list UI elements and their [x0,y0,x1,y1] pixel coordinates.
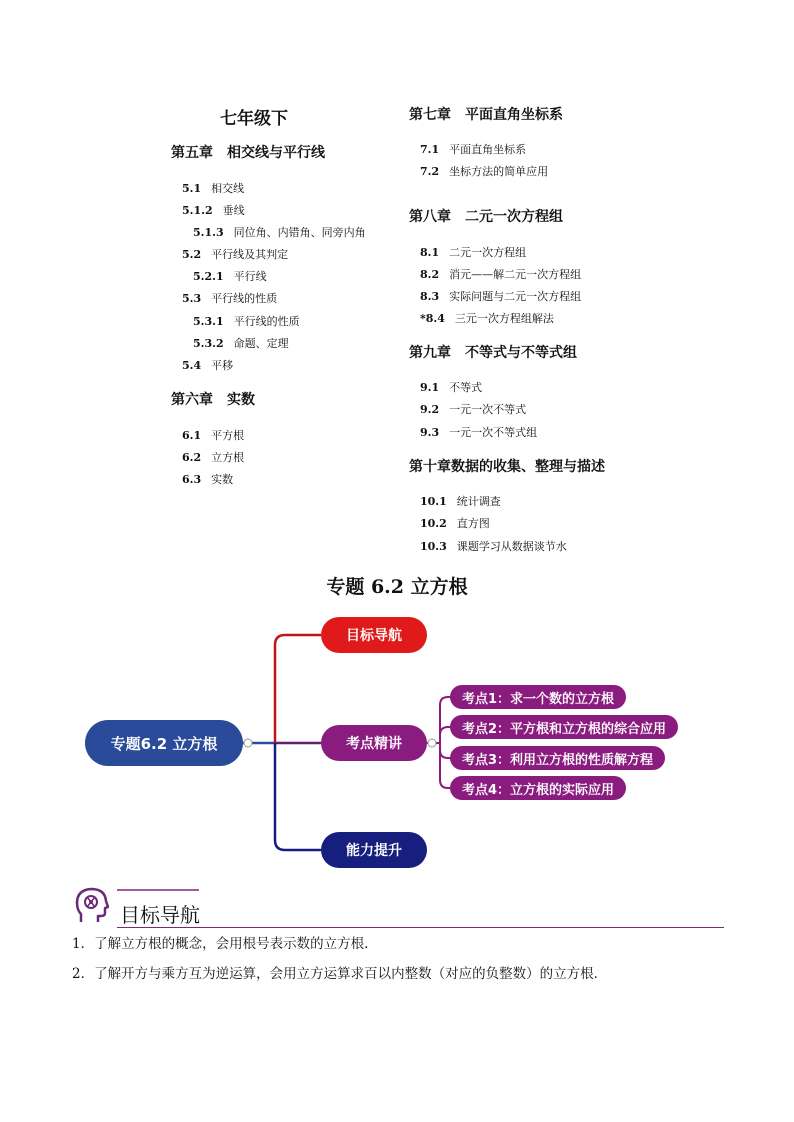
toc-item [420,141,526,157]
toc-item-num: 6.1 [182,429,202,442]
grade-title: 七年级下 [220,109,288,129]
toc-item-num: 6.3 [182,473,202,486]
toc-item-label: 三元一次方程组解法 [454,312,554,325]
toc-item [420,288,581,304]
toc-item [420,424,537,440]
toc-item [420,538,567,554]
toc-item [420,266,581,282]
toc-item-label: 平行线及其判定 [211,248,289,261]
toc-item [193,335,289,351]
toc-item-num: 6.2 [182,451,202,464]
toc-item [420,244,526,260]
toc-item-num: 5.3.2 [193,337,224,350]
toc-item-num: 7.1 [420,143,440,156]
mindmap-point-4: 考点4：立方根的实际应用 [450,776,626,800]
chapter7-title: 第七章 平面直角坐标系 [409,107,563,123]
toc-item [182,427,244,443]
toc-item [182,180,244,196]
toc-item [182,449,244,465]
toc-item [420,163,548,179]
toc-item-label: 二元一次方程组 [449,246,527,259]
objective-line-1: 1．了解立方根的概念，会用根号表示数的立方根． [72,936,378,952]
toc-item [182,471,233,487]
toc-item-label: 一元一次不等式组 [449,426,538,439]
topic-title: 专题 6.2 立方根 [326,576,468,598]
toc-item-num: 10.3 [420,540,447,553]
mindmap-point-2: 考点2：平方根和立方根的综合应用 [450,715,678,739]
toc-item-num: 9.2 [420,403,440,416]
mindmap-goal-node: 目标导航 [321,617,427,653]
connector-ability [275,743,321,850]
toc-item [420,379,482,395]
toc-item-label: 平行线的性质 [211,292,278,305]
toc-item-num: 9.1 [420,381,440,394]
toc-item-num: 5.2.1 [193,270,224,283]
toc-item-label: 平面直角坐标系 [449,143,527,156]
toc-item-num: 5.2 [182,248,202,261]
heading-divider [117,927,724,928]
toc-item [182,246,288,262]
toc-item [420,515,490,531]
toc-item-label: 平方根 [211,429,245,442]
toc-item [193,313,300,329]
toc-item-label: 直方图 [456,517,490,530]
toc-item-label: 立方根 [211,451,245,464]
toc-item-label: 不等式 [449,381,483,394]
chapter6-title: 第六章 实数 [171,392,255,408]
toc-item [193,268,267,284]
toc-item [420,493,501,509]
mindmap-point-3: 考点3：利用立方根的性质解方程 [450,746,665,770]
connector-points-dot [428,739,436,747]
objectives-heading: 目标导航 [120,903,200,927]
toc-item-label: 实际问题与二元一次方程组 [449,290,582,303]
connector-point-1 [440,697,452,743]
toc-item-label: 统计调查 [456,495,501,508]
toc-item-num: 8.3 [420,290,440,303]
mindmap-root-node: 专题6.2 立方根 [85,720,243,766]
toc-item-num: 5.3 [182,292,202,305]
toc-item-label: 平行线的性质 [233,315,300,328]
toc-item-num: 10.1 [420,495,447,508]
toc-item-label: 坐标方法的简单应用 [449,165,549,178]
chapter8-title: 第八章 二元一次方程组 [409,209,563,225]
toc-item-label: 命题、定理 [233,337,289,350]
toc-item [182,202,245,218]
toc-item-label: 平移 [211,359,234,372]
head-brain-icon [75,886,109,924]
toc-item-num: 5.1.2 [182,204,213,217]
toc-item-num: 5.1 [182,182,202,195]
heading-accent-bar [117,889,199,891]
toc-item-label: 相交线 [211,182,245,195]
toc-item-num: *8.4 [420,312,445,325]
toc-item-label: 平行线 [233,270,267,283]
toc-item-num: 8.1 [420,246,440,259]
connector-goal [275,635,321,743]
connector-node-dot [244,739,252,747]
mindmap-ability-node: 能力提升 [321,832,427,868]
toc-item-num: 10.2 [420,517,447,530]
connector-point-4 [440,743,452,788]
toc-item-label: 消元——解二元一次方程组 [449,268,582,281]
toc-item [182,357,233,373]
toc-item-num: 8.2 [420,268,440,281]
toc-item-num: 5.4 [182,359,202,372]
toc-item-label: 一元一次不等式 [449,403,527,416]
toc-item [182,290,277,306]
toc-item-label: 垂线 [222,204,245,217]
toc-item-num: 5.3.1 [193,315,224,328]
toc-item-num: 9.3 [420,426,440,439]
toc-item-num: 5.1.3 [193,226,224,239]
chapter5-title: 第五章 相交线与平行线 [171,145,325,161]
objective-line-2: 2．了解开方与乘方互为逆运算，会用立方运算求百以内整数（对应的负整数）的立方根． [72,966,608,982]
toc-item-label: 同位角、内错角、同旁内角 [233,226,366,239]
toc-item-label: 实数 [211,473,234,486]
toc-item-label: 课题学习从数据谈节水 [456,540,567,553]
toc-item [420,310,554,326]
toc-item [420,401,526,417]
chapter9-title: 第九章 不等式与不等式组 [409,345,577,361]
toc-item [193,224,366,240]
mindmap-exam-node: 考点精讲 [321,725,427,761]
toc-item-num: 7.2 [420,165,440,178]
chapter10-title: 第十章数据的收集、整理与描述 [409,459,605,475]
mindmap-point-1: 考点1：求一个数的立方根 [450,685,626,709]
